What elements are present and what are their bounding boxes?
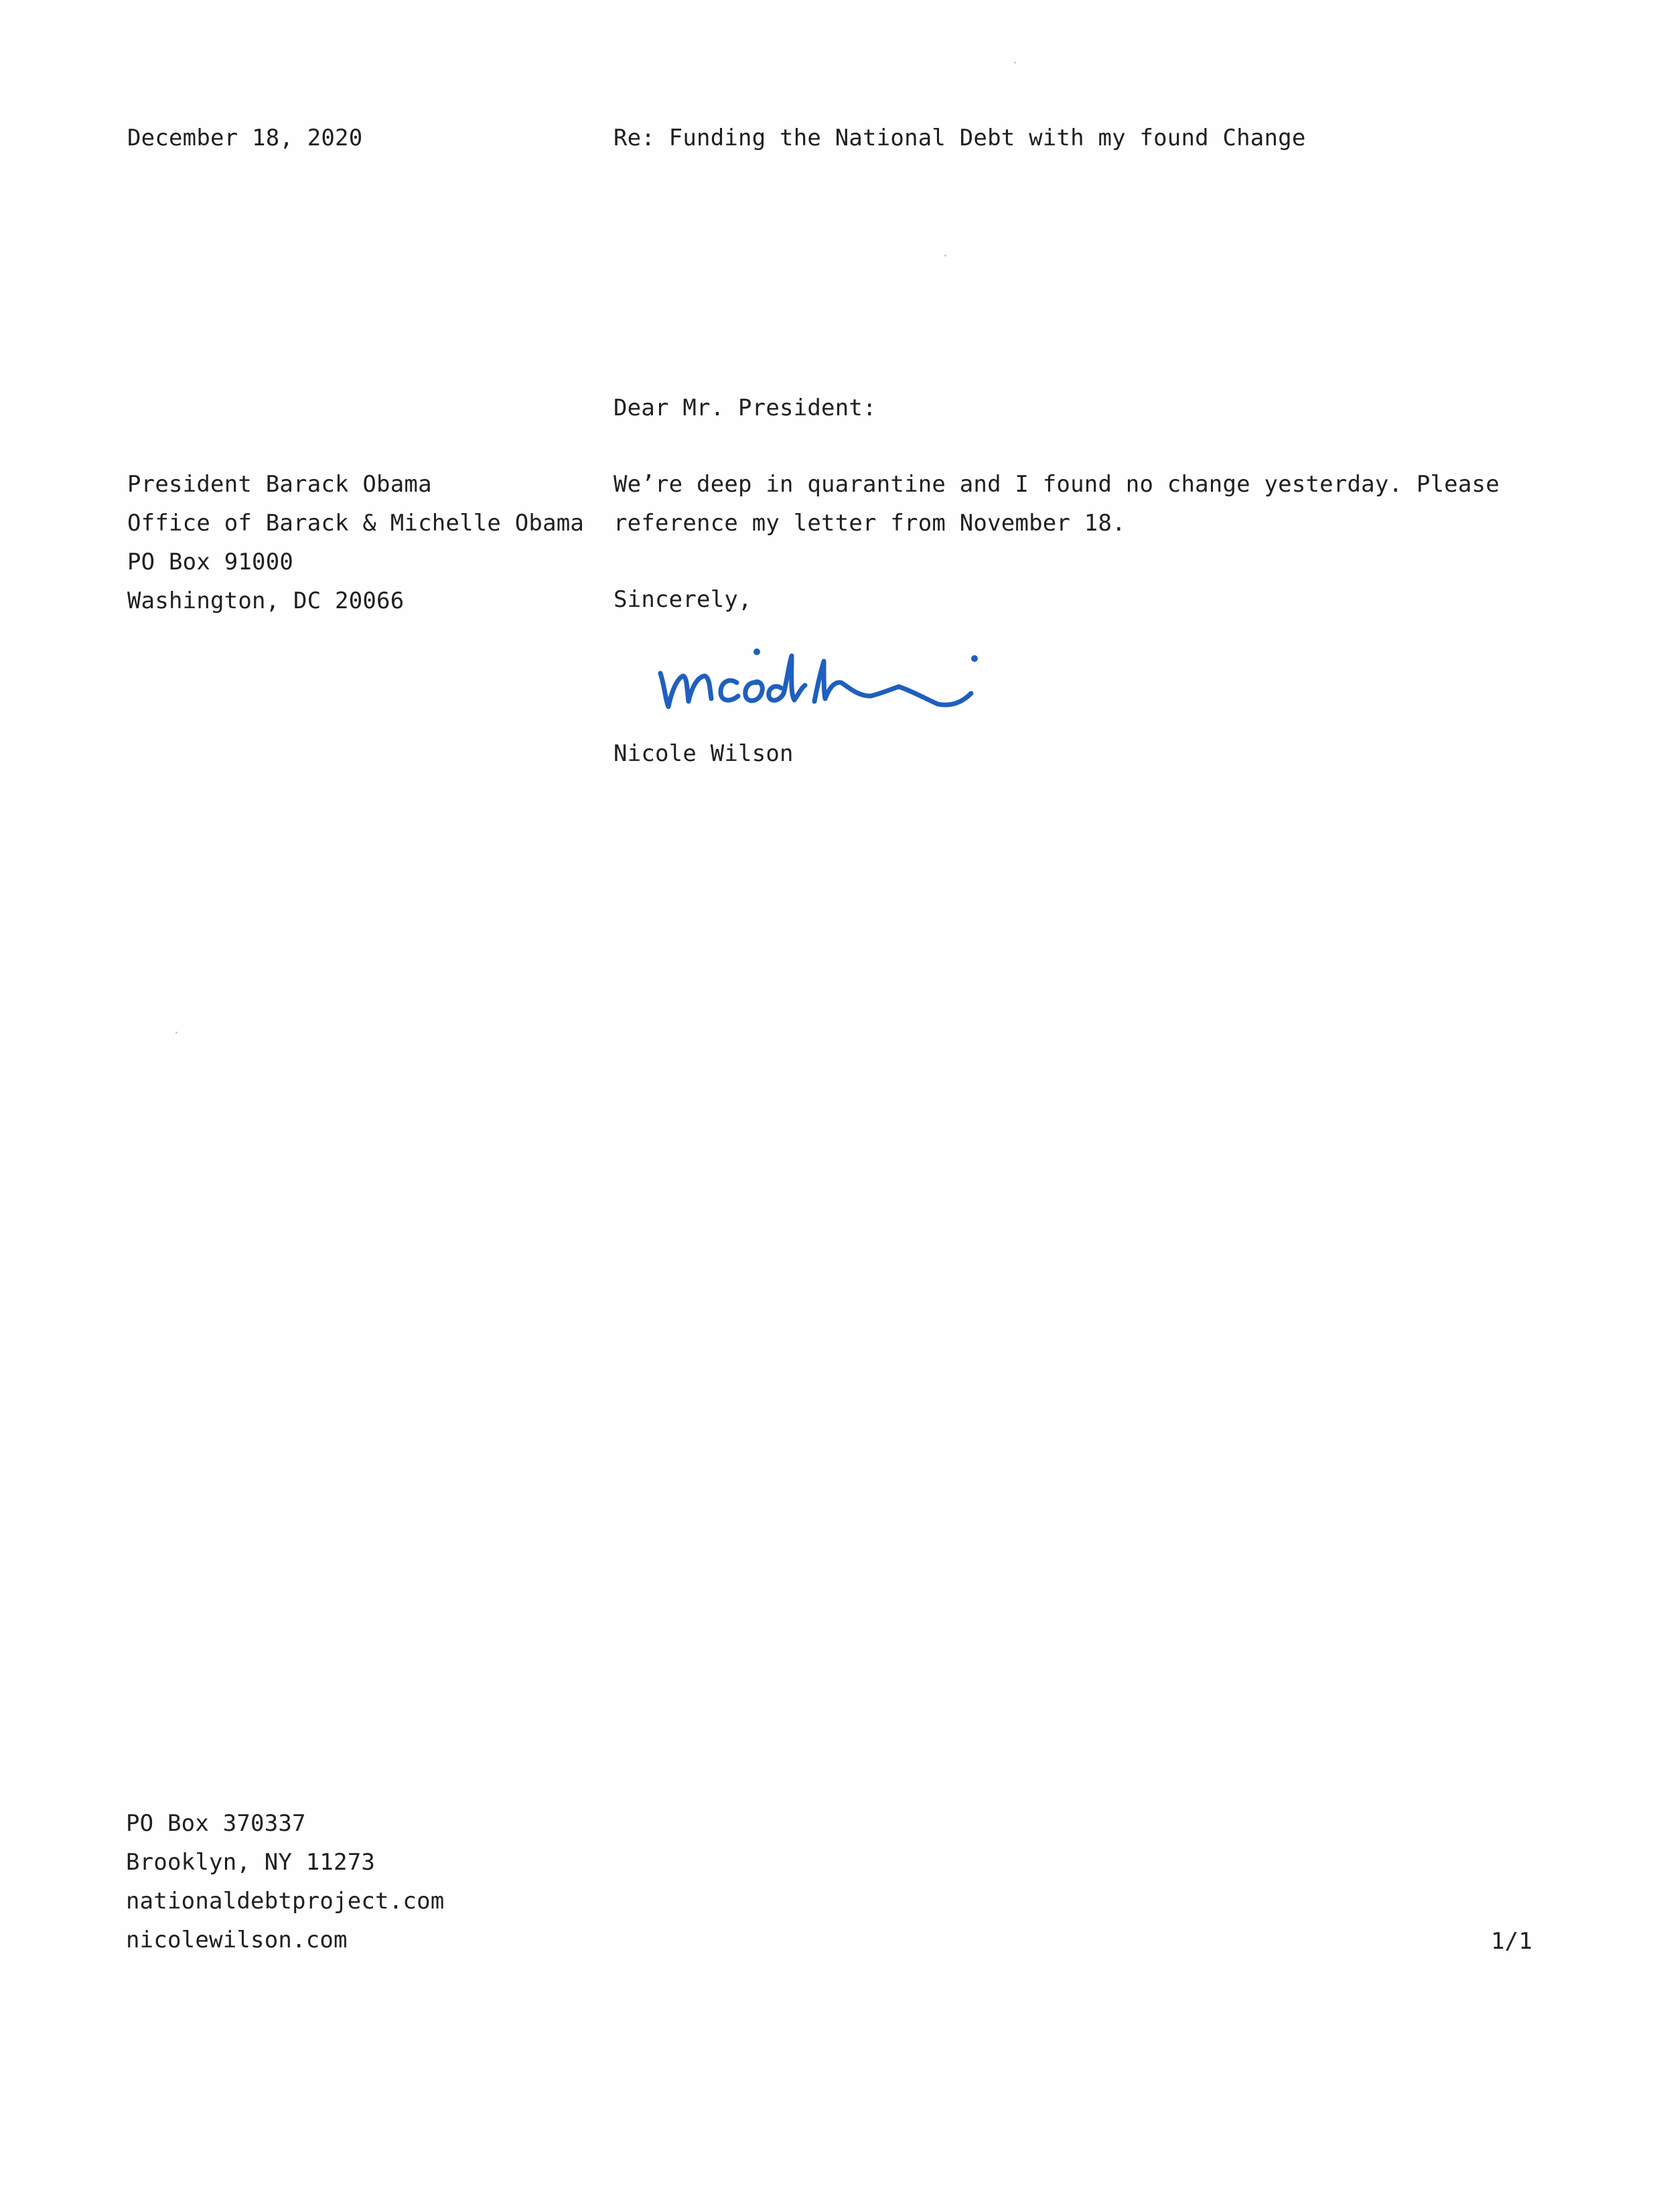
body-line: We’re deep in quarantine and I found no change yesterday. Please	[613, 471, 1500, 498]
paper-speck	[175, 1032, 177, 1034]
footer-line: PO Box 370337	[126, 1810, 306, 1837]
letter-date: December 18, 2020	[127, 125, 363, 151]
recipient-line: Office of Barack & Michelle Obama	[127, 510, 585, 537]
letter-subject: Re: Funding the National Debt with my found Change	[613, 125, 1306, 151]
recipient-line: Washington, DC 20066	[127, 587, 405, 614]
salutation: Dear Mr. President:	[613, 395, 877, 421]
letter-body	[613, 465, 1524, 543]
footer-line: nicolewilson.com	[126, 1927, 348, 1953]
recipient-line: PO Box 91000	[127, 549, 294, 575]
paper-speck	[1014, 62, 1016, 64]
page-number: 1/1	[1491, 1928, 1533, 1955]
signer-name: Nicole Wilson	[613, 740, 794, 767]
handwritten-signature	[656, 626, 1005, 720]
body-line: reference my letter from November 18.	[613, 510, 1126, 537]
footer-line: Brooklyn, NY 11273	[126, 1849, 376, 1876]
recipient-line: President Barack Obama	[127, 471, 432, 498]
signature-drawing	[656, 626, 1005, 720]
closing: Sincerely,	[613, 586, 752, 613]
recipient-address	[127, 465, 584, 620]
sender-footer	[126, 1804, 444, 1959]
footer-line: nationaldebtproject.com	[126, 1888, 445, 1915]
paper-speck	[944, 255, 946, 257]
